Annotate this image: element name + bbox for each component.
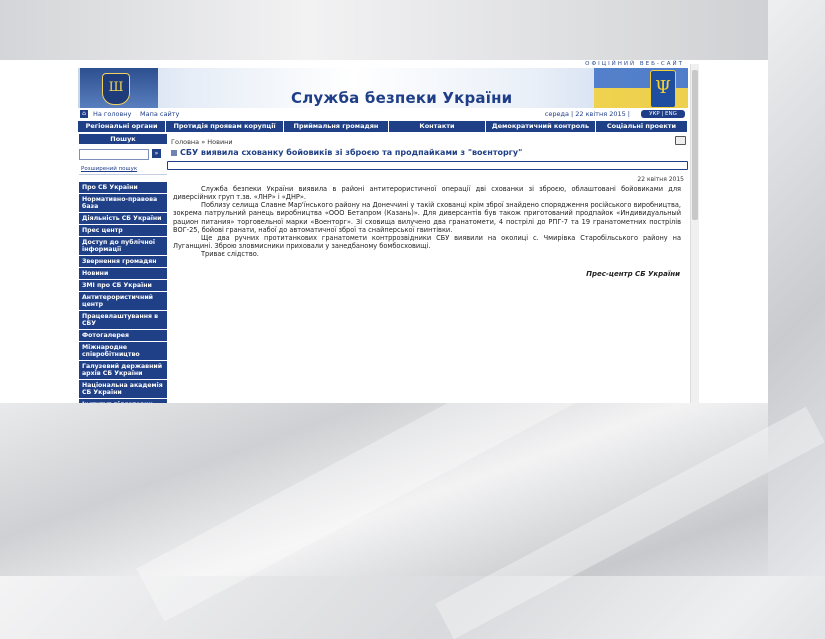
site-title: Служба безпеки України xyxy=(291,89,513,107)
site-banner xyxy=(78,68,688,108)
search-row xyxy=(79,144,167,164)
sidebar-item-media[interactable]: ЗМІ про СБ України xyxy=(79,280,167,292)
utility-bar xyxy=(78,110,688,120)
article-signature: Прес-центр СБ України xyxy=(586,270,680,278)
headline-row xyxy=(171,148,686,159)
sitemap-link[interactable]: Мапа сайту xyxy=(140,110,180,118)
sidebar-item-appeals[interactable]: Звернення громадян xyxy=(79,256,167,268)
sidebar-item-about[interactable]: Про СБ України xyxy=(79,182,167,194)
sidebar-item-atc[interactable]: Антитерористичний центр xyxy=(79,292,167,311)
nav-item-democratic-control[interactable]: Демократичний контроль xyxy=(486,121,596,132)
sidebar-item-public-info[interactable]: Доступ до публічної інформації xyxy=(79,237,167,256)
article-paragraph: Триває слідство. xyxy=(201,250,259,259)
print-icon[interactable] xyxy=(675,136,686,145)
nav-item-regional[interactable]: Регіональні органи xyxy=(78,121,166,132)
main-nav xyxy=(78,121,688,132)
article-paragraph: Ще два ручних протитанкових гранатомети контррозвідники СБУ виявили на околиці с. Чмирівка Старобільського району на Луганщині. Зброю зловмисники приховали у занедбаному бомбосховищі. xyxy=(173,233,681,251)
language-switcher[interactable]: УКР | ENG xyxy=(641,110,685,118)
sidebar-item-news[interactable]: Новини xyxy=(79,268,167,280)
sidebar-item-legal-base[interactable]: Нормативно-правова база xyxy=(79,194,167,213)
breadcrumb[interactable]: Головна » Новини xyxy=(171,138,233,146)
sidebar-item-archive[interactable]: Галузевий державний архів СБ України xyxy=(79,361,167,380)
trident-icon: Ψ xyxy=(650,70,676,108)
scrollbar-thumb[interactable] xyxy=(692,70,698,220)
browser-screenshot xyxy=(0,60,768,403)
nav-item-anticorruption[interactable]: Протидія проявам корупції xyxy=(166,121,284,132)
nav-item-reception[interactable]: Приймальня громадян xyxy=(284,121,389,132)
sidebar-item-press[interactable]: Прес центр xyxy=(79,225,167,237)
backdrop-bottom xyxy=(0,403,768,576)
article-paragraph: Служба безпеки України виявила в районі антитерористичної операції дві схованки зі зброєю, облаштовані бойовиками для диверсійних груп т.зв. «ЛНР» і «ДНР». xyxy=(173,185,681,202)
sidebar-item-gallery[interactable]: Фотогалерея xyxy=(79,330,167,342)
article-headline: СБУ виявила схованку бойовиків зі зброєю та продпайками з "воєнторгу" xyxy=(180,148,523,157)
nav-item-social-projects[interactable]: Соціальні проекти xyxy=(596,121,688,132)
search-input[interactable] xyxy=(79,149,149,160)
sidebar-item-activity[interactable]: Діяльність СБ України xyxy=(79,213,167,225)
sbu-emblem-logo[interactable] xyxy=(80,68,158,108)
home-link[interactable]: На головну xyxy=(93,110,132,118)
search-go-button[interactable]: » xyxy=(152,149,161,158)
official-site-label: ОФІЦІЙНИЙ ВЕБ-САЙТ xyxy=(585,61,684,67)
sidebar-item-careers[interactable]: Працевлаштування в СБУ xyxy=(79,311,167,330)
sidebar-item-academy[interactable]: Національна академія СБ України xyxy=(79,380,167,399)
backdrop-top xyxy=(0,0,768,60)
shield-icon: Ш xyxy=(102,73,130,105)
page-scrollbar[interactable] xyxy=(690,64,699,403)
home-icon[interactable]: ⌂ xyxy=(80,110,88,118)
sidebar-item-international[interactable]: Міжнародне співробітництво xyxy=(79,342,167,361)
sidebar xyxy=(79,134,167,403)
article-body xyxy=(173,185,681,258)
headline-divider xyxy=(167,161,688,170)
current-date: середа | 22 квітня 2015 | xyxy=(544,110,630,118)
article-date: 22 квітня 2015 xyxy=(637,176,684,183)
bullet-icon xyxy=(171,150,177,156)
article-paragraph: Поблизу селища Славне Мар'їнського району на Донеччині у такій схованці крім зброї знайдено спорядження російського виробництва, зокрема патрульний ранець виробництва «ООО Бетапром (Казань)». Для диверсантів був також приготований продпайок «Индивидуальный рацион питания» торговельної марки «Военторг». Зі сховища вилучено два гранатомети, 4 пострілі до РПГ-7 та 19 гранатометних пострілів ВОГ-25, бойові гранати, набої до автоматичної зброї та снайперської гвинтівки. xyxy=(173,201,681,234)
advanced-search-link[interactable]: Розширений пошук xyxy=(79,164,167,175)
search-label: Пошук xyxy=(79,134,167,144)
nav-item-contacts[interactable]: Контакти xyxy=(389,121,486,132)
